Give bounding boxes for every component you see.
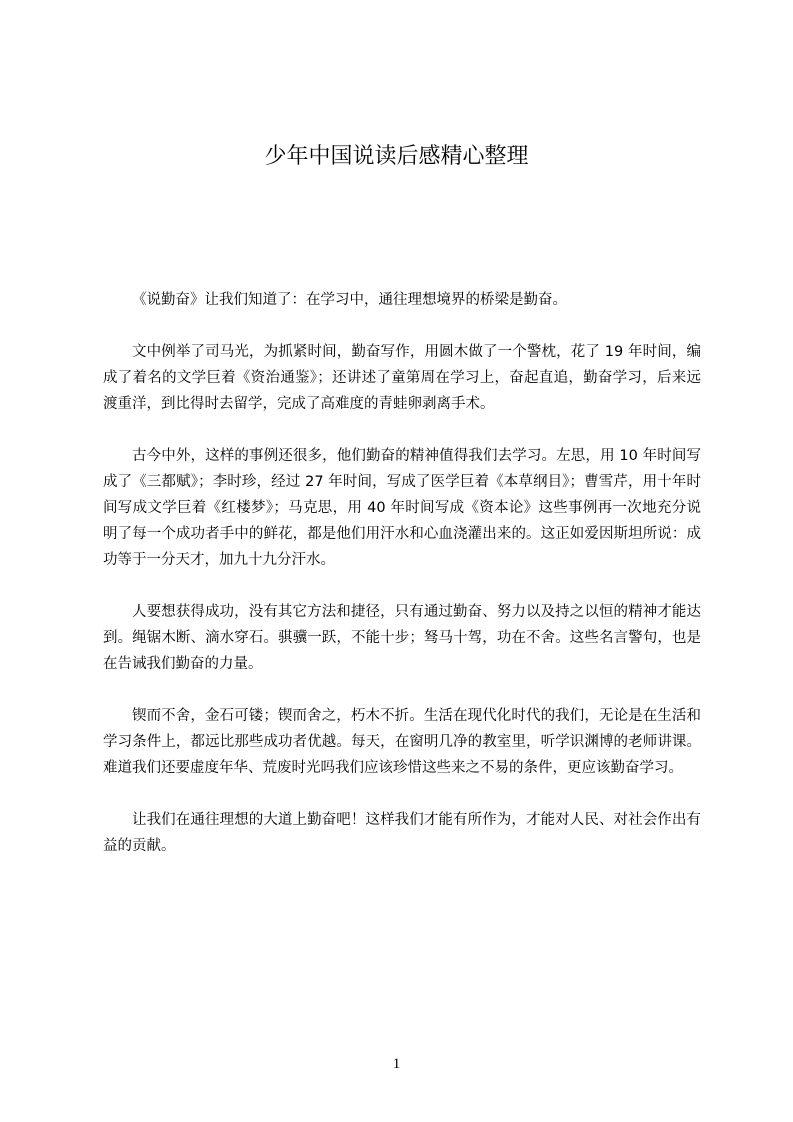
- paragraph-5: 锲而不舍，金石可镂；锲而舍之，朽木不折。生活在现代化时代的我们，无论是在生活和学习条件上，都远比那些成功者优越。每天，在窗明几净的教室里，听学识渊博的老师讲课。难道我们还要虚度年华、荒废时光吗我们应该珍惜这些来之不易的条件，更应该勤奋学习。: [103, 708, 701, 776]
- page-number: 1: [392, 1056, 401, 1072]
- page-title: 少年中国说读后感精心整理: [264, 144, 529, 169]
- paragraph-4: 人要想获得成功，没有其它方法和捷径，只有通过勤奋、努力以及持之以恒的精神才能达到。绳锯木断、滴水穿石。骐骥一跃，不能十步；驽马十驾，功在不舍。这些名言警句，也是在告诫我们勤奋的力量。: [103, 604, 701, 672]
- paragraph-3: 古今中外，这样的事例还很多，他们勤奋的精神值得我们去学习。左思，用 10 年时间写成了《三都赋》；李时珍，经过 27 年时间，写成了医学巨着《本草纲目》；曹雪芹，用十年时间写成文学巨着《红楼梦》；马克思，用 40 年时间写成《资本论》这些事例再一次地充分说明了每一个成功者手中的鲜花，都是他们用汗水和心血浇灌出来的。这正如爱因斯坦所说：成功等于一分天才，加九十九分汗水。: [103, 448, 701, 568]
- paragraph-6: 让我们在通往理想的大道上勤奋吧！这样我们才能有所作为，才能对人民、对社会作出有益的贡献。: [103, 812, 701, 854]
- article-body: [103, 287, 701, 885]
- paragraph-1: 《说勤奋》让我们知道了：在学习中，通往理想境界的桥梁是勤奋。: [132, 292, 567, 308]
- paragraph-2: 文中例举了司马光，为抓紧时间，勤奋写作，用圆木做了一个警枕，花了 19 年时间，编成了着名的文学巨着《资治通鉴》；还讲述了童第周在学习上，奋起直追，勤奋学习，后来远渡重洋，到比得时去留学，完成了高难度的青蛙卵剥离手术。: [103, 344, 701, 412]
